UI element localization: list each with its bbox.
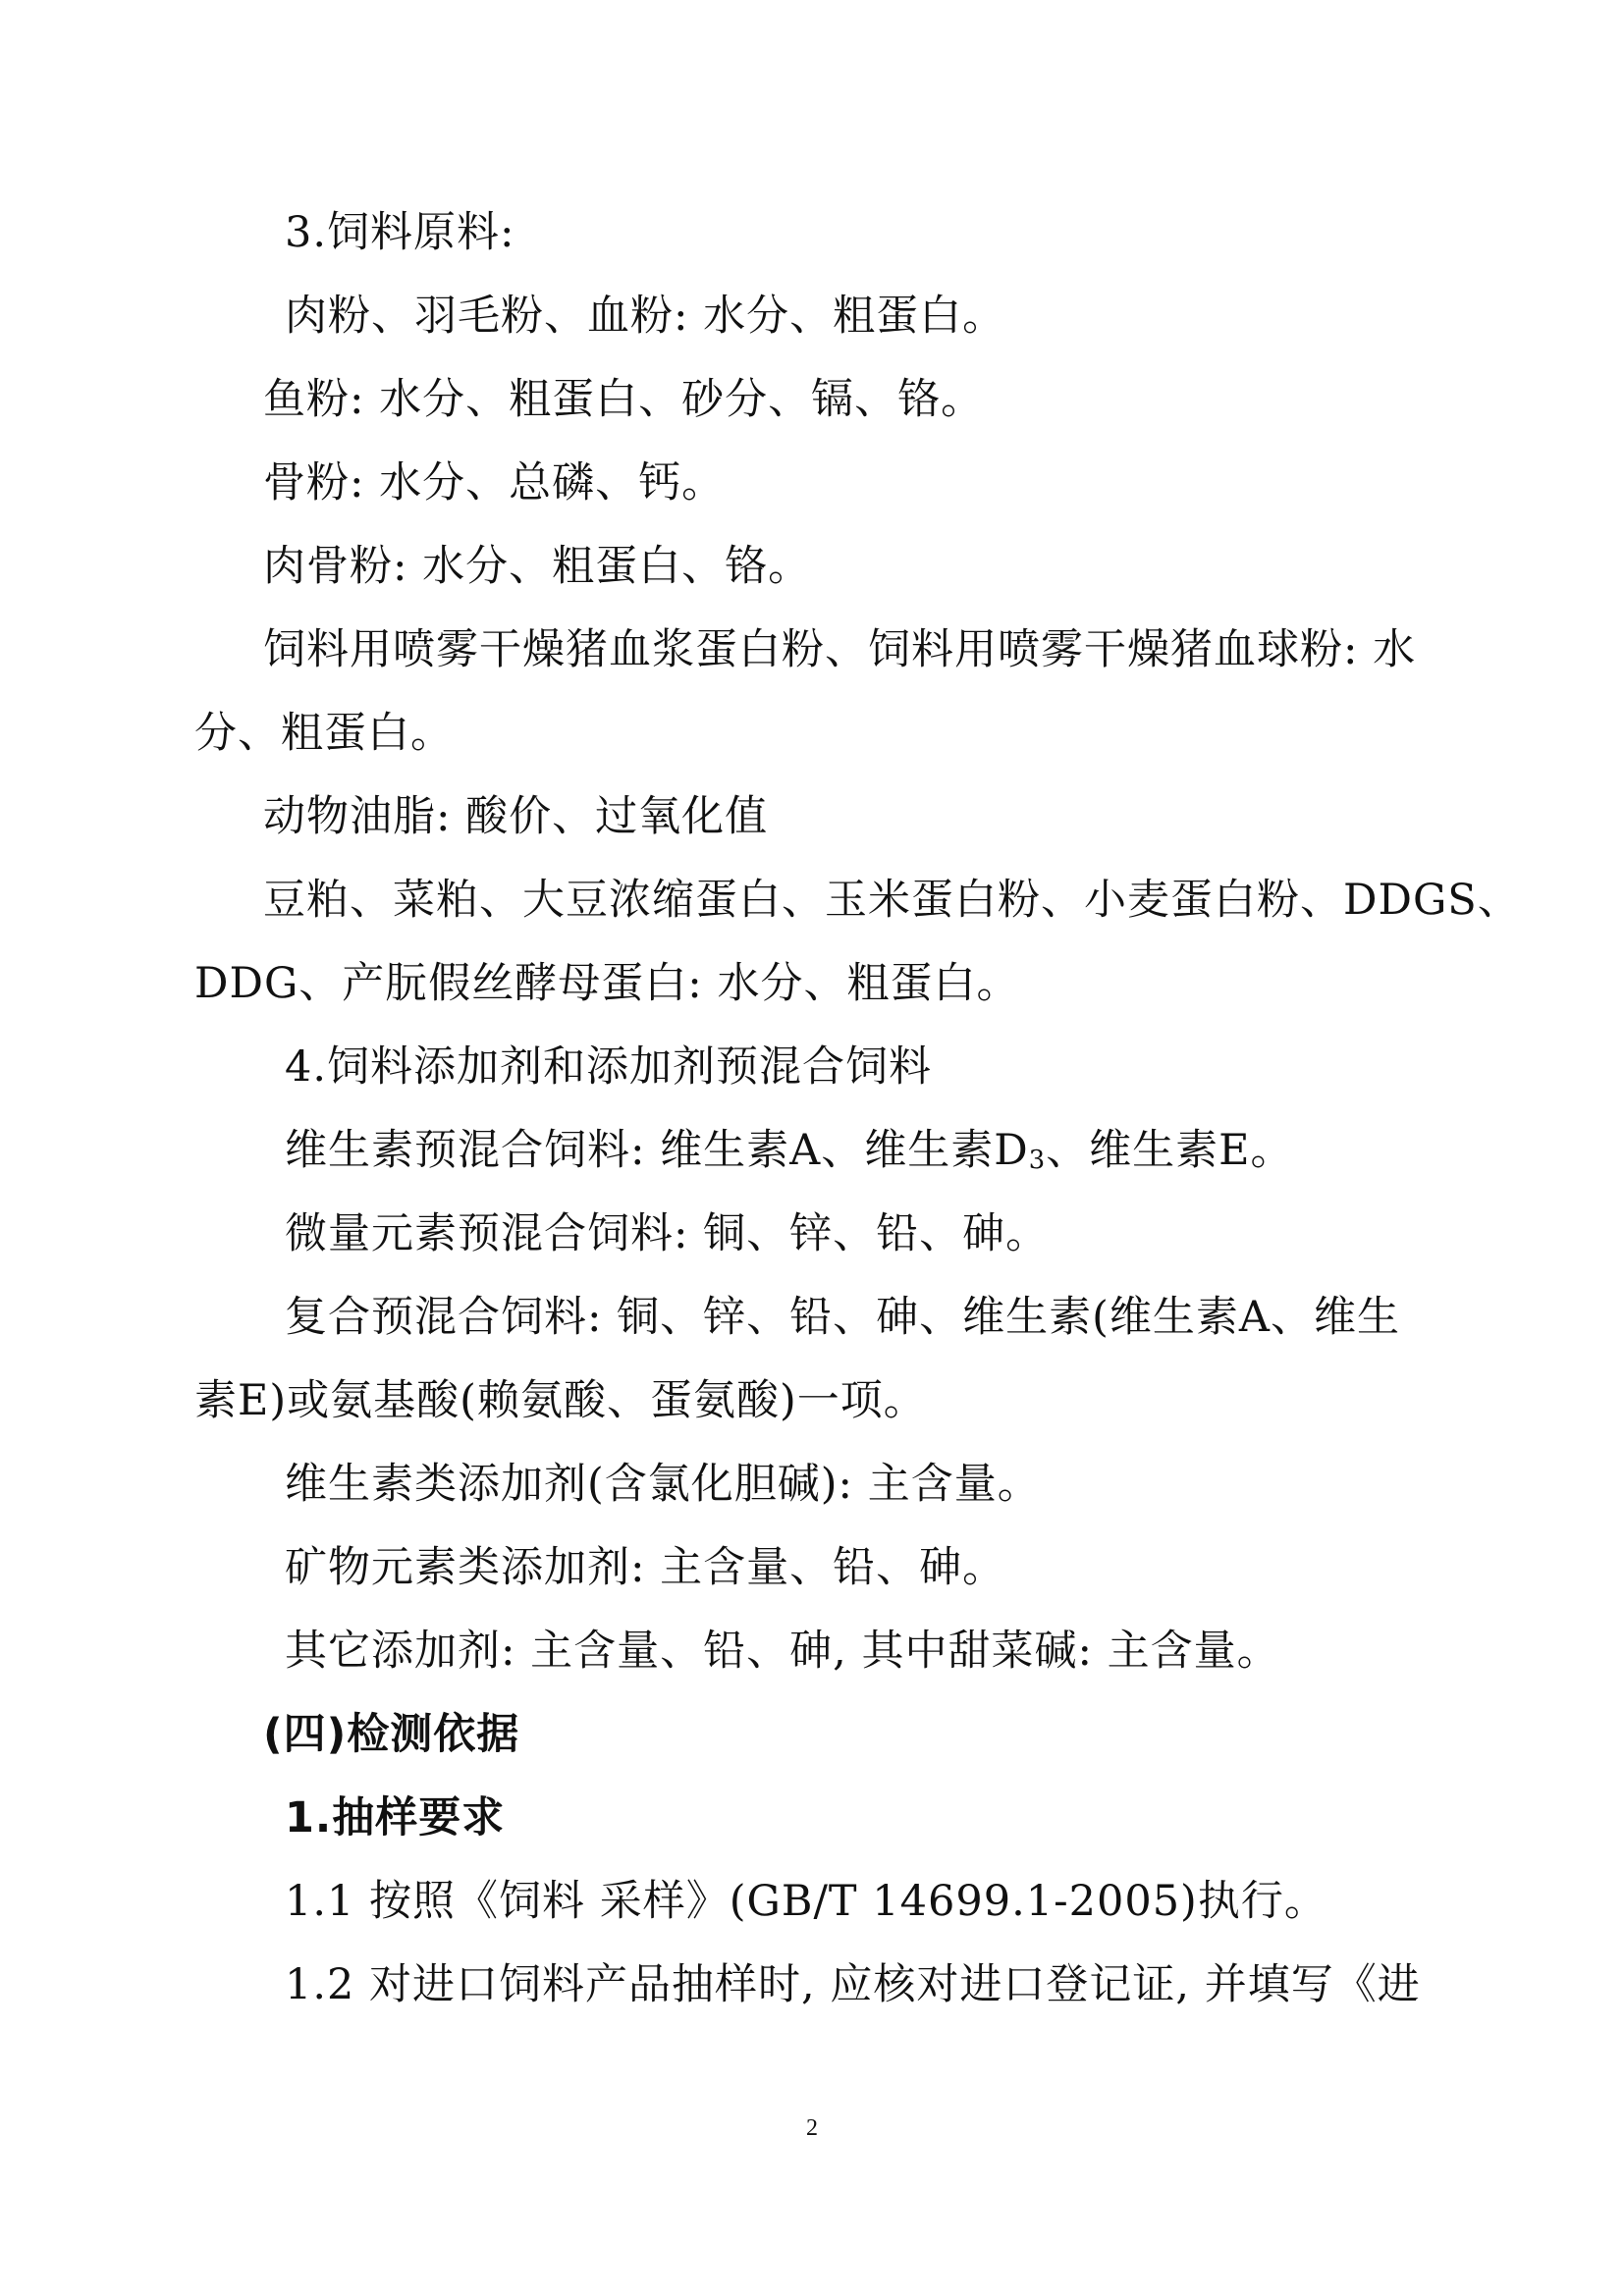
paragraph-line: 肉骨粉: 水分、粗蛋白、铬。: [263, 542, 812, 591]
paragraph-line: 肉粉、羽毛粉、血粉: 水分、粗蛋白。: [285, 292, 1006, 341]
paragraph-line: DDG、产朊假丝酵母蛋白: 水分、粗蛋白。: [194, 959, 1020, 1008]
paragraph-line: 1.2 对进口饲料产品抽样时, 应核对进口登记证, 并填写《进: [285, 1960, 1421, 2009]
paragraph-line: 豆粕、菜粕、大豆浓缩蛋白、玉米蛋白粉、小麦蛋白粉、DDGS、: [263, 876, 1521, 925]
page-number: 2: [806, 2115, 818, 2141]
paragraph-line: 复合预混合饲料: 铜、锌、铅、砷、维生素(维生素A、维生: [285, 1293, 1400, 1342]
line-text-part: 维生素预混合饲料: 维生素A、维生素D: [285, 1126, 1029, 1175]
paragraph-line: 其它添加剂: 主含量、铅、砷, 其中甜菜碱: 主含量。: [285, 1627, 1280, 1676]
paragraph-line: 矿物元素类添加剂: 主含量、铅、砷。: [285, 1543, 1006, 1592]
section-heading-sampling-requirements: 1.抽样要求: [285, 1793, 506, 1842]
subscript: 3: [1028, 1146, 1047, 1175]
section-heading-testing-basis: (四)检测依据: [263, 1710, 520, 1759]
paragraph-line: 1.1 按照《饲料 采样》(GB/T 14699.1-2005)执行。: [285, 1877, 1327, 1926]
paragraph-line: 微量元素预混合饲料: 铜、锌、铅、砷。: [285, 1209, 1050, 1258]
paragraph-line: 素E)或氨基酸(赖氨酸、蛋氨酸)一项。: [194, 1376, 927, 1425]
paragraph-line: 鱼粉: 水分、粗蛋白、砂分、镉、铬。: [263, 375, 985, 424]
paragraph-line: [285, 1121, 1294, 1190]
paragraph-line: 维生素类添加剂(含氯化胆碱): 主含量。: [285, 1460, 1041, 1509]
paragraph-line: 骨粉: 水分、总磷、钙。: [263, 458, 726, 507]
line-text-part: 、维生素E。: [1046, 1126, 1294, 1175]
section-heading-feed-additives: 4.饲料添加剂和添加剂预混合饲料: [285, 1042, 933, 1092]
section-heading-feed-raw-materials: 3.饲料原料:: [285, 208, 515, 257]
paragraph-line: 分、粗蛋白。: [194, 709, 454, 758]
paragraph-line: 饲料用喷雾干燥猪血浆蛋白粉、饲料用喷雾干燥猪血球粉: 水: [263, 625, 1417, 674]
paragraph-line: 动物油脂: 酸价、过氧化值: [263, 792, 769, 841]
